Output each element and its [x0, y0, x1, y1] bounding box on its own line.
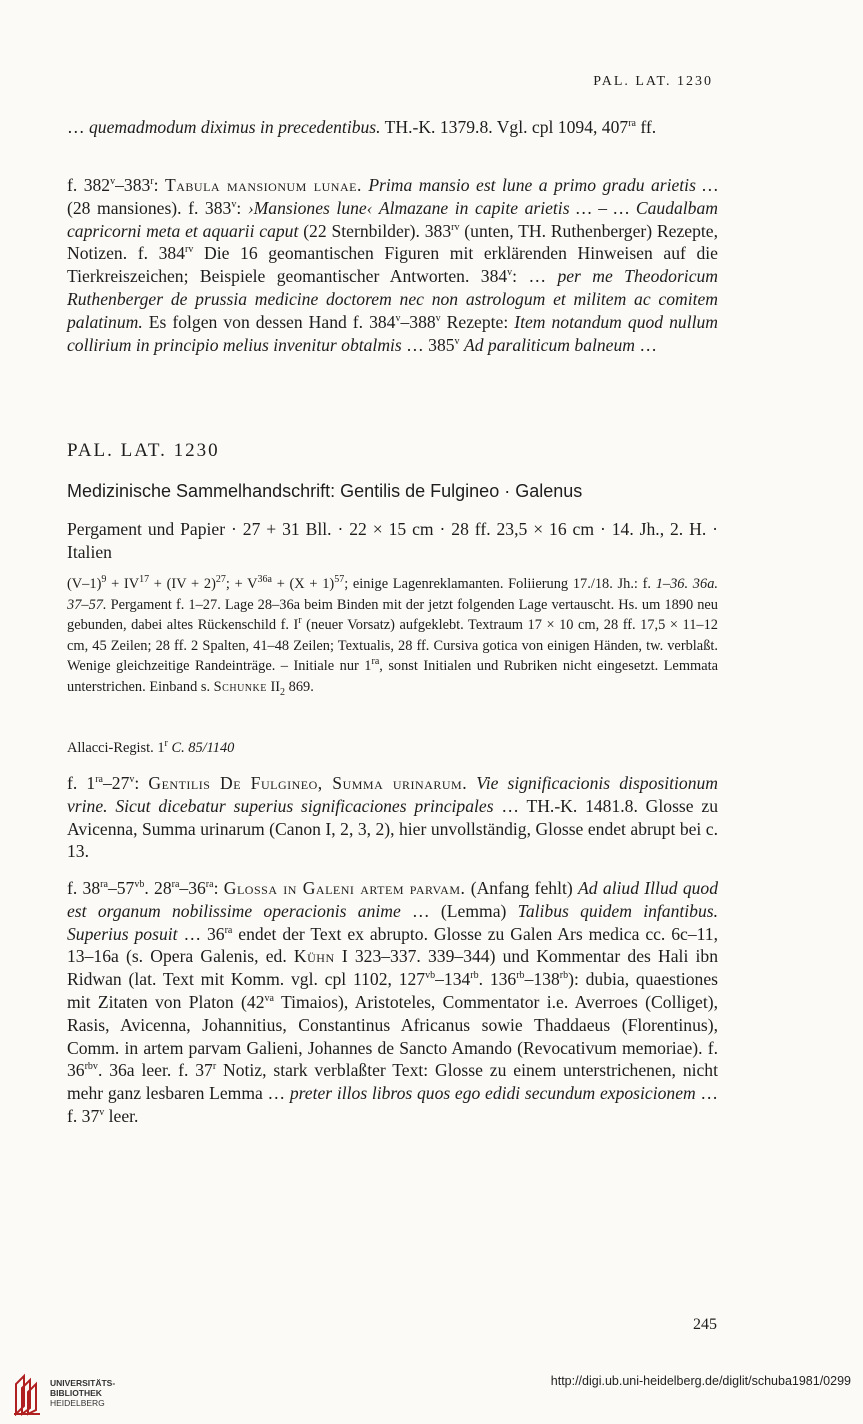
footer-bar	[0, 1360, 863, 1424]
permalink-url[interactable]: http://digi.ub.uni-heidelberg.de/diglit/schuba1981/0299	[550, 1374, 851, 1388]
paragraph-glossa-galeni: f. $38^{ra}-57^{vb}$. $28^{ra}-36^{ra}$: Glossa in Galeni artem parvam. (Anfang fehlt) Ad aliud Illud quod est organum nobilissime operacionis anime … (Lemma) Talibus quidem infantibus. Superius posuit … $36^{ra}$ endet der Text ex abrupto. Glosse zu Galen Ars medica cc. 6c–11, 13–16a (s. Opera Galenis, ed. Kühn I 323–337. 339–344) und Kommentar des Hali ibn Ridwan (lat. Text mit Komm. vgl. cpl 1102, $127^{vb}-134^{rb}$. $136^{rb}-138^{rb}$): dubia, quaestiones mit Zitaten von Platon ($42^{va}$ Timaios), Aristoteles, Commentator i.e. Averroes (Colliget), Rasis, Avicenna, Johannitius, Constantinus Africanus sowie Thaddaeus (Florentinus), Comm. in artem parvam Galieni, Johannes de Sancto Amando (Revocativum memoriae). f. $36^{rbv}$. 36a leer. f. 37$^r$ Notiz, stark verblaßter Text: Glosse zu einem unterstrichenen, nicht mehr ganz lesbaren Lemma … preter illos libros quos ego edidi secundum exposicionem … f. 37$^v$ leer.	[67, 878, 719, 1126]
paragraph-tabula-mansionum: f. 382$^v$–383$^r$: Tabula mansionum lunae. Prima mansio est lune a primo gradu arietis … (28 mansiones). f. 383$^v$: ›Mansiones lune‹ Almazane in capite arietis … – … Caudalbam capricorni meta et aquarii caput (22 Sternbilder). $383^{rv}$ (unten, TH. Ruthenberger) Rezepte, Notizen. f. $384^{rv}$ Die 16 geomantischen Figuren mit erklärenden Hinweisen auf die Tierkreiszeichen; Beispiele geomantischer Antworten. 384$^v$: … per me Theodoricum Ruthenberger de prussia medicine doctorem nec non astrologum et militem ac comitem palatinum. Es folgen von dessen Hand f. 384$^v$–388$^v$ Rezepte: Item notandum quod nullum collirium in principio melius invenitur obtalmis … 385$^v$ Ad paraliticum balneum …	[67, 175, 719, 355]
library-name-line1: UNIVERSITÄTS-	[50, 1378, 116, 1388]
page-number: 245	[693, 1316, 717, 1333]
library-name-line2: BIBLIOTHEK	[50, 1388, 102, 1398]
paragraph-summa-urinarum: f. $1^{ra}-27^v$: Gentilis De Fulgineo, Summa urinarum. Vie significacionis dispositionum vrine. Sicut dicebatur superius significaciones principales … TH.-K. 1481.8. Glosse zu Avicenna, Summa urinarum (Canon I, 2, 3, 2), hier unvollständig, Glosse endet abrupt bei c. 13.	[67, 773, 718, 862]
library-name	[50, 1378, 115, 1408]
paragraph-continuation: … quemadmodum diximus in precedentibus. TH.-K. 1379.8. Vgl. cpl 1094, $407^{ra}$ ff.	[67, 117, 657, 137]
physical-description: Pergament und Papier · 27 + 31 Bll. · 22 × 15 cm · 28 ff. 23,5 × 16 cm · 14. Jh., 2. H. · Italien	[67, 519, 718, 562]
running-head: PAL. LAT. 1230	[593, 74, 713, 89]
codicology-notes: $(V-1)^9 + IV^{17} + (IV + 2)^{27}$; + $V^{36a} + (X + 1)^{57}$; einige Lagenreklamanten. Foliierung 17./18. Jh.: f. 1–36. 36a. 37–57. Pergament f. 1–27. Lage 28–36a beim Binden mit der jetzt folgenden Lage vertauscht. Hs. um 1890 neu gebunden, dabei altes Rückenschild f. $I^r$ (neuer Vorsatz) aufgeklebt. Textraum 17 × 10 cm, 28 ff. 17,5 × 11–12 cm, 45 Zeilen; 28 ff. 2 Spalten, 41–48 Zeilen; Textualis, 28 ff. Cursiva gotica von einigen Händen, tw. verblaßt. Wenige gleichzeitige Randeinträge. – Initiale nur $1^{ra}$, sonst Initialen und Rubriken nicht eingesetzt. Lemmata unterstrichen. Einband s. Schunke $II_2$ 869.	[67, 574, 718, 698]
library-name-line3: HEIDELBERG	[50, 1398, 105, 1408]
section-title: PAL. LAT. 1230	[67, 440, 220, 461]
manuscript-title: Medizinische Sammelhandschrift: Gentilis de Fulgineo · Galenus	[67, 481, 583, 501]
allacci-register: Allacci-Regist. 1$^r$ C. 85/1140	[67, 738, 235, 756]
library-logo-icon	[12, 1370, 44, 1416]
